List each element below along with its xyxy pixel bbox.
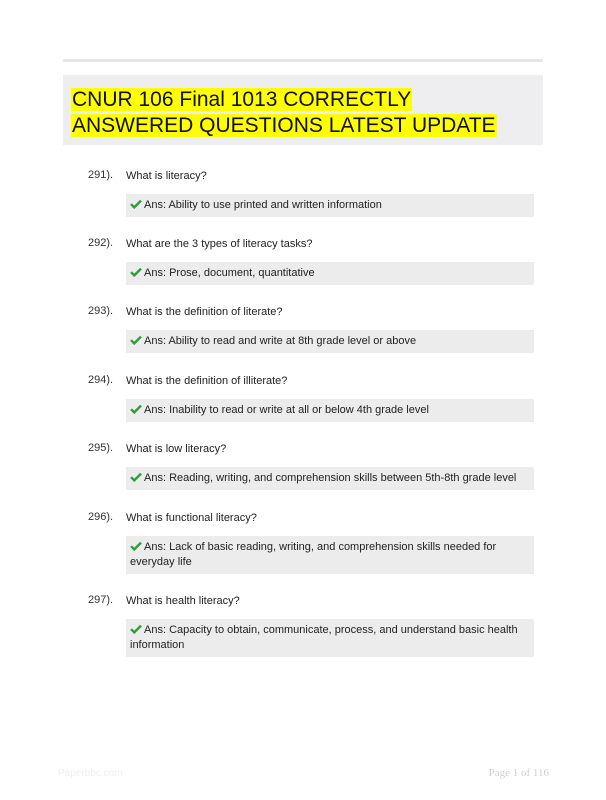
question-number: 291). — [88, 169, 114, 181]
question-text: What is functional literacy? — [126, 512, 257, 524]
document-title: CNUR 106 Final 1013 CORRECTLY ANSWERED QUESTIONS LATEST UPDATE — [72, 88, 496, 137]
question-text: What is the definition of illiterate? — [126, 375, 288, 387]
question-text: What is health literacy? — [126, 595, 240, 607]
check-icon — [130, 541, 142, 551]
answer-text: Ans: Capacity to obtain, communicate, process, and understand basic health information — [130, 624, 518, 651]
question-number: 293). — [88, 305, 114, 317]
check-icon — [130, 472, 142, 482]
answer-text: Ans: Prose, document, quantitative — [144, 267, 315, 279]
question-number: 294). — [88, 374, 114, 386]
check-icon — [130, 199, 142, 209]
footer-watermark: Paperbbc.com — [58, 768, 123, 779]
answer-box — [126, 467, 534, 490]
title-banner — [63, 75, 543, 145]
check-icon — [130, 267, 142, 277]
answer-box — [126, 330, 534, 353]
question-number: 295). — [88, 442, 114, 454]
question-text: What are the 3 types of literacy tasks? — [126, 238, 313, 250]
check-icon — [130, 335, 142, 345]
answer-text: Ans: Lack of basic reading, writing, and comprehension skills needed for everyday life — [130, 541, 497, 568]
check-icon — [130, 624, 142, 634]
answer-box — [126, 619, 534, 657]
answer-box — [126, 536, 534, 574]
answer-box — [126, 194, 534, 217]
question-number: 292). — [88, 237, 114, 249]
question-number: 296). — [88, 511, 114, 523]
top-divider — [63, 59, 543, 62]
page-number: Page 1 of 116 — [488, 767, 549, 779]
question-text: What is the definition of literate? — [126, 306, 283, 318]
check-icon — [130, 404, 142, 414]
question-number: 297). — [88, 594, 114, 606]
answer-text: Ans: Ability to read and write at 8th grade level or above — [144, 335, 417, 347]
answer-box — [126, 262, 534, 285]
question-text: What is literacy? — [126, 170, 207, 182]
answer-text: Ans: Ability to use printed and written information — [144, 199, 382, 211]
answer-box — [126, 399, 534, 422]
question-text: What is low literacy? — [126, 443, 227, 455]
answer-text: Ans: Inability to read or write at all or below 4th grade level — [144, 404, 429, 416]
answer-text: Ans: Reading, writing, and comprehension skills between 5th-8th grade level — [144, 472, 517, 484]
